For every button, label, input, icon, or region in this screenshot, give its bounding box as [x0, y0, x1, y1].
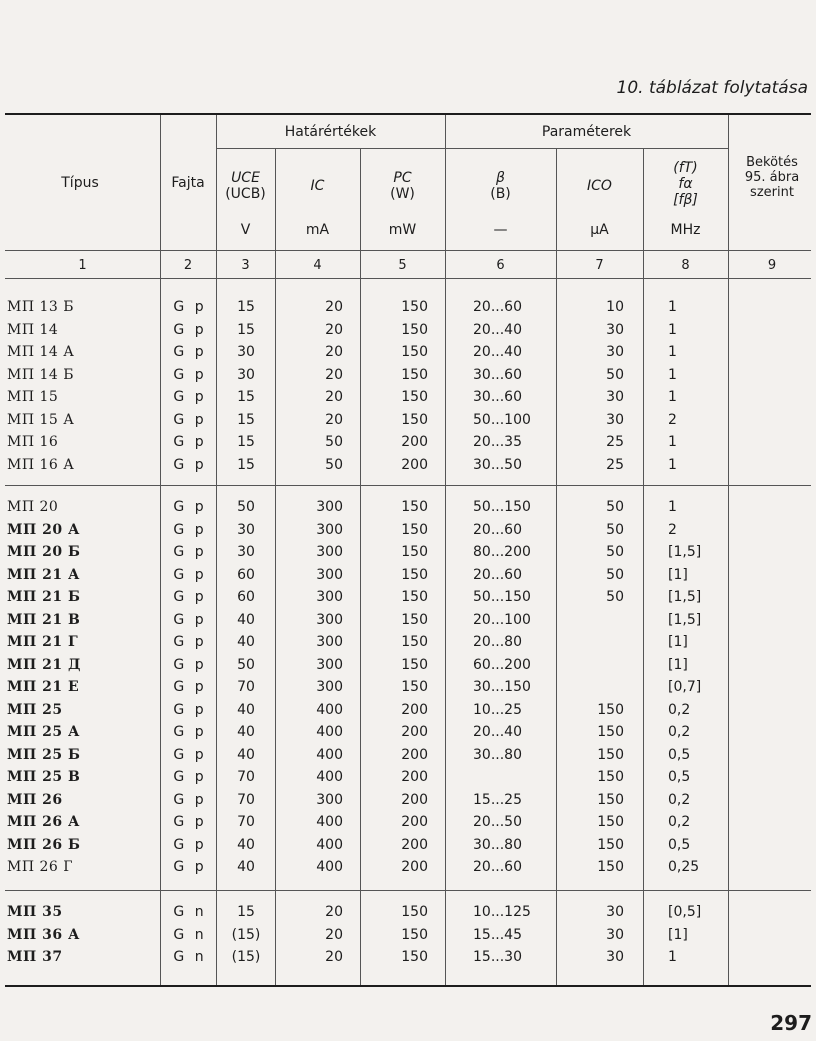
cell-kind: G p	[173, 389, 207, 405]
cell-type: МП 20 Б	[7, 544, 81, 560]
parameterek-underline	[445, 148, 728, 149]
cell-uce: (15)	[231, 949, 261, 965]
unit-mhz: MHz	[670, 222, 701, 238]
cell-type: МП 26 Б	[7, 836, 81, 853]
table-row	[0, 835, 816, 857]
cell-uce: 30	[237, 366, 255, 383]
header-bottom-line	[5, 250, 811, 251]
cell-ico: 150	[597, 701, 624, 718]
cell-pc: 150	[401, 904, 428, 920]
cell-ico: 30	[606, 321, 624, 338]
table-row	[0, 632, 816, 654]
cell-pc: 200	[401, 836, 428, 853]
cell-type: МП 15	[7, 389, 59, 405]
unit-ma: mA	[305, 222, 330, 238]
cell-pc: 150	[401, 366, 428, 383]
table-row	[0, 700, 816, 722]
cell-ic: 300	[316, 499, 343, 515]
cell-type: МП 37	[7, 949, 63, 965]
cell-uce: 70	[237, 679, 255, 695]
cell-type: МП 21 В	[7, 611, 81, 628]
cell-beta: 15...45	[473, 926, 522, 943]
cell-type: МП 26 А	[7, 814, 80, 830]
cell-beta: 20...60	[473, 859, 522, 875]
header-ico: ICO	[587, 178, 612, 194]
cell-kind: G p	[173, 344, 207, 360]
cell-ico: 30	[606, 411, 624, 428]
cell-uce: 30	[237, 521, 255, 538]
cell-ic: 400	[316, 814, 343, 830]
cell-uce: 15	[237, 321, 255, 338]
cell-ic: 300	[316, 656, 343, 673]
cell-type: МП 25 Б	[7, 746, 81, 763]
uce-label: UCE	[231, 170, 260, 186]
cell-ico: 50	[606, 589, 624, 605]
cell-pc: 150	[401, 656, 428, 673]
cell-uce: 40	[237, 611, 255, 628]
cell-beta: 30...80	[473, 746, 522, 763]
col-number-6: 6	[496, 258, 505, 273]
cell-uce: 30	[237, 544, 255, 560]
unit-ua: µA	[590, 222, 609, 238]
header-hatarertekek: Határértékek	[284, 124, 377, 140]
cell-pc: 200	[401, 859, 428, 875]
cell-ico: 50	[606, 499, 624, 515]
cell-beta: 50...150	[473, 589, 531, 605]
cell-type: МП 21 Г	[7, 634, 79, 650]
cell-beta: 30...150	[473, 679, 531, 695]
col-number-2: 2	[183, 258, 193, 273]
cell-beta: 15...30	[473, 949, 522, 965]
table-row	[0, 387, 816, 409]
cell-kind: G p	[173, 411, 207, 428]
cell-f: [1,5]	[668, 589, 702, 605]
cell-kind: G p	[173, 544, 207, 560]
cell-f: 0,2	[668, 724, 691, 740]
cell-ic: 400	[316, 701, 343, 718]
cell-f: 1	[668, 949, 677, 965]
cell-kind: G p	[173, 814, 207, 830]
cell-kind: G p	[173, 701, 207, 718]
cell-ico: 50	[606, 566, 624, 583]
cell-type: МП 20 А	[7, 521, 80, 538]
cell-ic: 50	[325, 456, 343, 473]
table-row	[0, 320, 816, 342]
cell-f: 2	[668, 521, 677, 538]
cell-uce: 70	[237, 791, 255, 808]
cell-f: 1	[668, 456, 677, 473]
cell-beta: 20...40	[473, 321, 522, 338]
cell-beta: 20...60	[473, 566, 522, 583]
cell-type: МП 14 А	[7, 344, 75, 360]
table-row	[0, 365, 816, 387]
cell-ic: 300	[316, 566, 343, 583]
header-freq	[643, 160, 728, 208]
cell-f: 0,2	[668, 814, 691, 830]
cell-f: [1,5]	[668, 544, 702, 560]
cell-pc: 150	[401, 544, 428, 560]
cell-kind: G n	[173, 926, 207, 943]
table-row	[0, 610, 816, 632]
cell-f: 0,25	[668, 859, 700, 875]
cell-ico: 30	[606, 389, 624, 405]
cell-pc: 200	[401, 456, 428, 473]
cell-pc: 150	[401, 589, 428, 605]
bekotes-line2: 95. ábra	[744, 169, 800, 185]
unit-mw: mW	[388, 222, 417, 238]
table-caption: 10. táblázat folytatása	[616, 78, 808, 98]
cell-ic: 400	[316, 859, 343, 875]
cell-pc: 200	[401, 791, 428, 808]
unit-v: V	[240, 222, 251, 238]
cell-ico: 150	[597, 724, 624, 740]
cell-ico: 10	[606, 299, 624, 315]
cell-kind: G p	[173, 521, 207, 538]
cell-beta: 10...25	[473, 701, 522, 718]
cell-f: 1	[668, 499, 677, 515]
cell-ic: 20	[325, 949, 343, 965]
cell-ico: 25	[606, 434, 624, 450]
col-number-5: 5	[398, 258, 407, 273]
cell-kind: G p	[173, 791, 207, 808]
cell-pc: 150	[401, 566, 428, 583]
cell-f: 1	[668, 344, 677, 360]
table-row	[0, 655, 816, 677]
header-bekotes	[728, 156, 816, 201]
cell-type: МП 21 А	[7, 566, 80, 583]
table-row	[0, 812, 816, 834]
cell-kind: G p	[173, 566, 207, 583]
table-row	[0, 342, 816, 364]
cell-ic: 20	[325, 321, 343, 338]
cell-uce: 15	[237, 389, 255, 405]
cell-beta: 20...100	[473, 611, 531, 628]
cell-uce: 15	[237, 411, 255, 428]
cell-ico: 150	[597, 814, 624, 830]
column-number-line	[5, 278, 811, 279]
cell-ic: 400	[316, 836, 343, 853]
table-row	[0, 497, 816, 519]
cell-ico: 150	[597, 746, 624, 763]
cell-f: 0,5	[668, 769, 691, 785]
cell-f: [1]	[668, 656, 688, 673]
header-pc	[360, 170, 445, 202]
cell-f: 1	[668, 299, 677, 315]
cell-beta: 20...40	[473, 344, 522, 360]
cell-uce: 15	[237, 434, 255, 450]
cell-ic: 300	[316, 521, 343, 538]
cell-beta: 20...50	[473, 814, 522, 830]
cell-f: [1,5]	[668, 611, 702, 628]
cell-ico: 25	[606, 456, 624, 473]
cell-ico: 50	[606, 521, 624, 538]
cell-type: МП 35	[7, 904, 63, 920]
cell-type: МП 26 Г	[7, 859, 74, 875]
cell-uce: 70	[237, 769, 255, 785]
bekotes-line3: szerint	[750, 184, 794, 200]
cell-beta: 30...60	[473, 389, 522, 405]
cell-beta: 20...35	[473, 434, 522, 450]
cell-f: 0,2	[668, 791, 691, 808]
cell-ic: 400	[316, 746, 343, 763]
cell-beta: 20...40	[473, 724, 522, 740]
cell-f: 1	[668, 366, 677, 383]
table-row	[0, 857, 816, 879]
cell-kind: G p	[173, 589, 207, 605]
cell-type: МП 15 А	[7, 411, 75, 428]
cell-beta: 10...125	[473, 904, 531, 920]
cell-type: МП 21 Е	[7, 679, 80, 695]
cell-type: МП 25 А	[7, 724, 80, 740]
falpha-label: fα	[678, 176, 693, 193]
cell-ico: 30	[606, 926, 624, 943]
cell-uce: 15	[237, 299, 255, 315]
cell-type: МП 21 Д	[7, 656, 81, 673]
cell-ic: 400	[316, 769, 343, 785]
cell-ic: 20	[325, 926, 343, 943]
cell-beta: 60...200	[473, 656, 531, 673]
header-uce	[216, 170, 275, 202]
cell-pc: 150	[401, 634, 428, 650]
cell-beta: 50...150	[473, 499, 531, 515]
cell-uce: 40	[237, 859, 255, 875]
cell-kind: G n	[173, 949, 207, 965]
hatarertekek-underline	[216, 148, 445, 149]
table-row	[0, 410, 816, 432]
cell-pc: 150	[401, 521, 428, 538]
cell-beta: 50...100	[473, 411, 531, 428]
cell-type: МП 14 Б	[7, 366, 75, 383]
table-row	[0, 722, 816, 744]
cell-pc: 200	[401, 724, 428, 740]
cell-pc: 150	[401, 611, 428, 628]
cell-uce: 40	[237, 634, 255, 650]
table-row	[0, 677, 816, 699]
cell-ico: 30	[606, 949, 624, 965]
cell-type: МП 20	[7, 499, 59, 515]
table-row	[0, 455, 816, 477]
cell-type: МП 36 А	[7, 926, 80, 943]
cell-ic: 300	[316, 679, 343, 695]
cell-pc: 150	[401, 499, 428, 515]
col-number-1: 1	[78, 258, 87, 273]
cell-type: МП 16	[7, 434, 59, 450]
col-number-8: 8	[681, 258, 690, 273]
cell-ico: 50	[606, 544, 624, 560]
cell-type: МП 25	[7, 701, 63, 718]
cell-pc: 150	[401, 389, 428, 405]
cell-ic: 20	[325, 904, 343, 920]
cell-ico: 30	[606, 344, 624, 360]
cell-f: 1	[668, 321, 677, 338]
cell-pc: 200	[401, 769, 428, 785]
cell-kind: G p	[173, 321, 207, 338]
group-sep-2	[5, 890, 811, 891]
cell-f: [1]	[668, 926, 688, 943]
cell-kind: G p	[173, 299, 207, 315]
cell-beta: 80...200	[473, 544, 531, 560]
cell-ic: 20	[325, 411, 343, 428]
cell-type: МП 25 В	[7, 769, 81, 785]
beta-label: β	[496, 170, 505, 186]
header-tipus: Típus	[61, 175, 99, 191]
cell-kind: G p	[173, 434, 207, 450]
cell-beta: 30...50	[473, 456, 522, 473]
table-row	[0, 767, 816, 789]
cell-pc: 150	[401, 949, 428, 965]
cell-beta: 20...60	[473, 299, 522, 315]
table-row	[0, 947, 816, 969]
cell-kind: G p	[173, 499, 207, 515]
cell-ic: 50	[325, 434, 343, 450]
col-number-4: 4	[313, 258, 322, 273]
cell-beta: 20...80	[473, 634, 522, 650]
cell-kind: G p	[173, 656, 207, 673]
cell-uce: 40	[237, 746, 255, 763]
table-row	[0, 432, 816, 454]
cell-f: [1]	[668, 566, 688, 583]
cell-kind: G p	[173, 456, 207, 473]
cell-uce: 50	[237, 499, 255, 515]
col-number-7: 7	[595, 258, 604, 273]
cell-pc: 150	[401, 926, 428, 943]
cell-uce: 40	[237, 724, 255, 740]
header-parameterek: Paraméterek	[541, 124, 632, 140]
cell-ico: 150	[597, 791, 624, 808]
cell-uce: 60	[237, 566, 255, 583]
cell-ico: 150	[597, 769, 624, 785]
cell-kind: G p	[173, 634, 207, 650]
unit-beta: —	[493, 222, 508, 238]
beta-b-label: (B)	[490, 186, 511, 203]
bottom-rule	[5, 985, 811, 987]
cell-f: 0,5	[668, 836, 691, 853]
cell-beta: 30...60	[473, 366, 522, 383]
cell-uce: (15)	[231, 926, 261, 943]
cell-kind: G n	[173, 904, 207, 920]
cell-ico: 30	[606, 904, 624, 920]
table-row	[0, 565, 816, 587]
group-sep-1	[5, 485, 811, 486]
pc-w-label: (W)	[390, 186, 415, 203]
cell-uce: 40	[237, 836, 255, 853]
table-row	[0, 520, 816, 542]
col-number-3: 3	[241, 258, 250, 273]
cell-uce: 15	[237, 904, 255, 920]
table-row	[0, 297, 816, 319]
cell-kind: G p	[173, 366, 207, 383]
cell-beta: 20...60	[473, 521, 522, 538]
cell-kind: G p	[173, 611, 207, 628]
cell-kind: G p	[173, 746, 207, 763]
table-row	[0, 745, 816, 767]
cell-pc: 150	[401, 321, 428, 338]
pc-label: PC	[393, 170, 412, 186]
cell-type: МП 14	[7, 321, 59, 338]
cell-kind: G p	[173, 679, 207, 695]
cell-pc: 200	[401, 814, 428, 830]
header-beta	[445, 170, 556, 202]
cell-ico: 150	[597, 859, 624, 875]
cell-ico: 150	[597, 836, 624, 853]
ft-label: (fT)	[673, 160, 698, 176]
cell-uce: 60	[237, 589, 255, 605]
cell-pc: 150	[401, 299, 428, 315]
cell-kind: G p	[173, 724, 207, 740]
cell-f: 2	[668, 411, 677, 428]
bekotes-line1: Bekötés	[746, 155, 798, 170]
cell-kind: G p	[173, 769, 207, 785]
cell-ic: 20	[325, 366, 343, 383]
table-row	[0, 902, 816, 924]
col-number-9: 9	[767, 258, 777, 273]
cell-f: 0,2	[668, 701, 691, 718]
cell-uce: 15	[237, 456, 255, 473]
cell-ic: 20	[325, 344, 343, 360]
cell-pc: 150	[401, 344, 428, 360]
cell-f: [0,5]	[668, 904, 702, 920]
cell-ic: 300	[316, 611, 343, 628]
cell-f: [0,7]	[668, 679, 702, 695]
cell-pc: 150	[401, 679, 428, 695]
table-row	[0, 542, 816, 564]
cell-f: 0,5	[668, 746, 691, 763]
cell-uce: 40	[237, 701, 255, 718]
cell-type: МП 26	[7, 791, 63, 808]
cell-ic: 20	[325, 299, 343, 315]
cell-kind: G p	[173, 859, 207, 875]
cell-ic: 300	[316, 791, 343, 808]
top-rule	[5, 113, 811, 115]
cell-pc: 200	[401, 746, 428, 763]
table-row	[0, 925, 816, 947]
ucb-label: (UCB)	[225, 186, 266, 203]
cell-uce: 50	[237, 656, 255, 673]
page-number: 297	[770, 1011, 812, 1035]
cell-type: МП 13 Б	[7, 299, 75, 315]
cell-ic: 300	[316, 544, 343, 560]
cell-f: 1	[668, 389, 677, 405]
cell-ic: 300	[316, 634, 343, 650]
cell-pc: 200	[401, 434, 428, 450]
cell-ic: 20	[325, 389, 343, 405]
cell-uce: 30	[237, 344, 255, 360]
cell-ico: 50	[606, 366, 624, 383]
cell-ic: 400	[316, 724, 343, 740]
cell-ic: 300	[316, 589, 343, 605]
cell-beta: 30...80	[473, 836, 522, 853]
table-row	[0, 587, 816, 609]
cell-f: 1	[668, 434, 677, 450]
cell-uce: 70	[237, 814, 255, 830]
cell-type: МП 21 Б	[7, 589, 81, 605]
cell-pc: 150	[401, 411, 428, 428]
cell-f: [1]	[668, 634, 688, 650]
cell-beta: 15...25	[473, 791, 522, 808]
cell-pc: 200	[401, 701, 428, 718]
fbeta-label: [fβ]	[673, 192, 698, 209]
header-fajta: Fajta	[171, 175, 205, 191]
cell-type: МП 16 А	[7, 456, 75, 473]
cell-kind: G p	[173, 836, 207, 853]
header-ic: IC	[310, 178, 325, 194]
table-row	[0, 790, 816, 812]
